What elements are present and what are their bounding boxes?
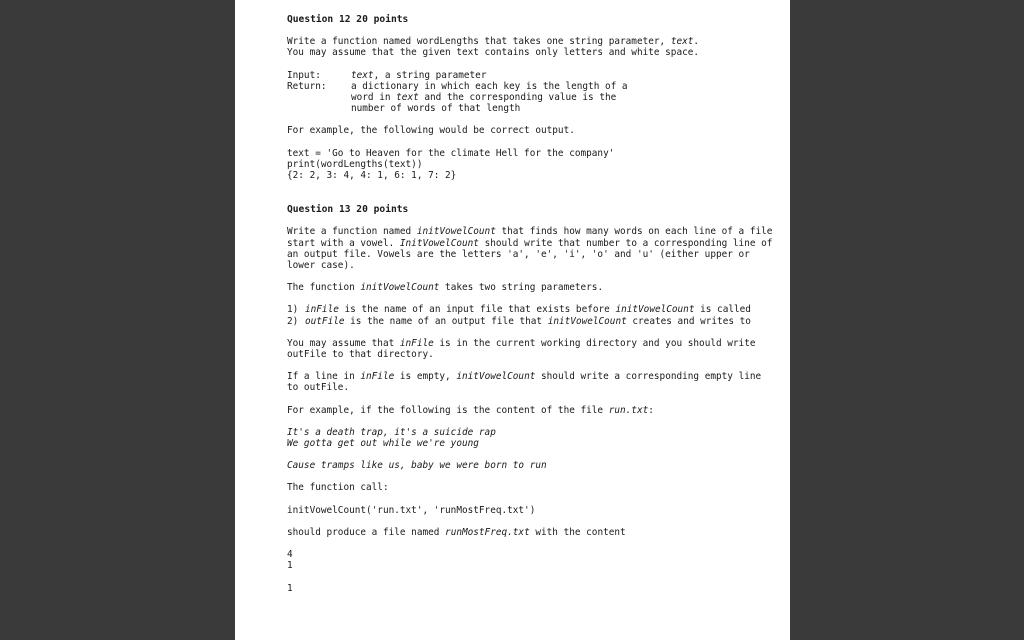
q12-code-line: text = 'Go to Heaven for the climate Hell for the company'	[287, 147, 615, 159]
q13-assumption: You may assume that inFile is in the current working directory and you should write outFile to that directory.	[287, 337, 756, 361]
output-line: 1	[287, 560, 293, 572]
lyric-line: Cause tramps like us, baby we were born to run	[287, 460, 547, 472]
document-page	[235, 0, 790, 640]
q13-output-intro: should produce a file named runMostFreq.txt with the content	[287, 526, 626, 538]
list-item: 2) outFile is the name of an output file that initVowelCount creates and writes to	[287, 315, 751, 327]
return-value: a dictionary in which each key is the length of a word in text and the corresponding value is the number of words of that length	[351, 80, 628, 115]
function-call-code: initVowelCount('run.txt', 'runMostFreq.txt')	[287, 504, 536, 516]
q12-io-spec	[287, 70, 777, 115]
q12-example-intro: For example, the following would be correct output.	[287, 125, 575, 137]
q13-param-list	[287, 304, 777, 326]
question-12-title: Question 12 20 points	[287, 14, 409, 25]
q13-empty-line-rule: If a line in inFile is empty, initVowelCount should write a corresponding empty line to outFile.	[287, 371, 762, 394]
output-line: 1	[287, 582, 293, 594]
input-value: text, a string parameter	[351, 69, 487, 81]
q13-example-intro: For example, if the following is the content of the file run.txt:	[287, 404, 654, 416]
return-label: Return:	[287, 80, 327, 92]
q13-params-intro: The function initVowelCount takes two string parameters.	[287, 282, 604, 294]
input-label: Input:	[287, 69, 321, 81]
q12-description: Write a function named wordLengths that takes one string parameter, text. You may assume that the given text contains only letters and white space.	[287, 36, 700, 59]
document-content	[287, 14, 777, 594]
output-line: 4	[287, 549, 293, 561]
lyric-line: We gotta get out while we're young	[287, 438, 479, 450]
q12-code-line: print(wordLengths(text))	[287, 158, 423, 170]
question-13-title: Question 13 20 points	[287, 204, 409, 216]
q12-code-line: {2: 2, 3: 4, 4: 1, 6: 1, 7: 2}	[287, 170, 457, 182]
q13-description: Write a function named initVowelCount that finds how many words on each line of a file start with a vowel. InitVowelCount should write that number to a corresponding line of an output file. Vowels are the letters 'a', 'e', 'i', 'o' and 'u' (either upper or lower case).	[287, 226, 773, 272]
function-call-label: The function call:	[287, 482, 389, 494]
list-item: 1) inFile is the name of an input file that exists before initVowelCount is called	[287, 304, 751, 316]
lyric-line: It's a death trap, it's a suicide rap	[287, 426, 496, 438]
